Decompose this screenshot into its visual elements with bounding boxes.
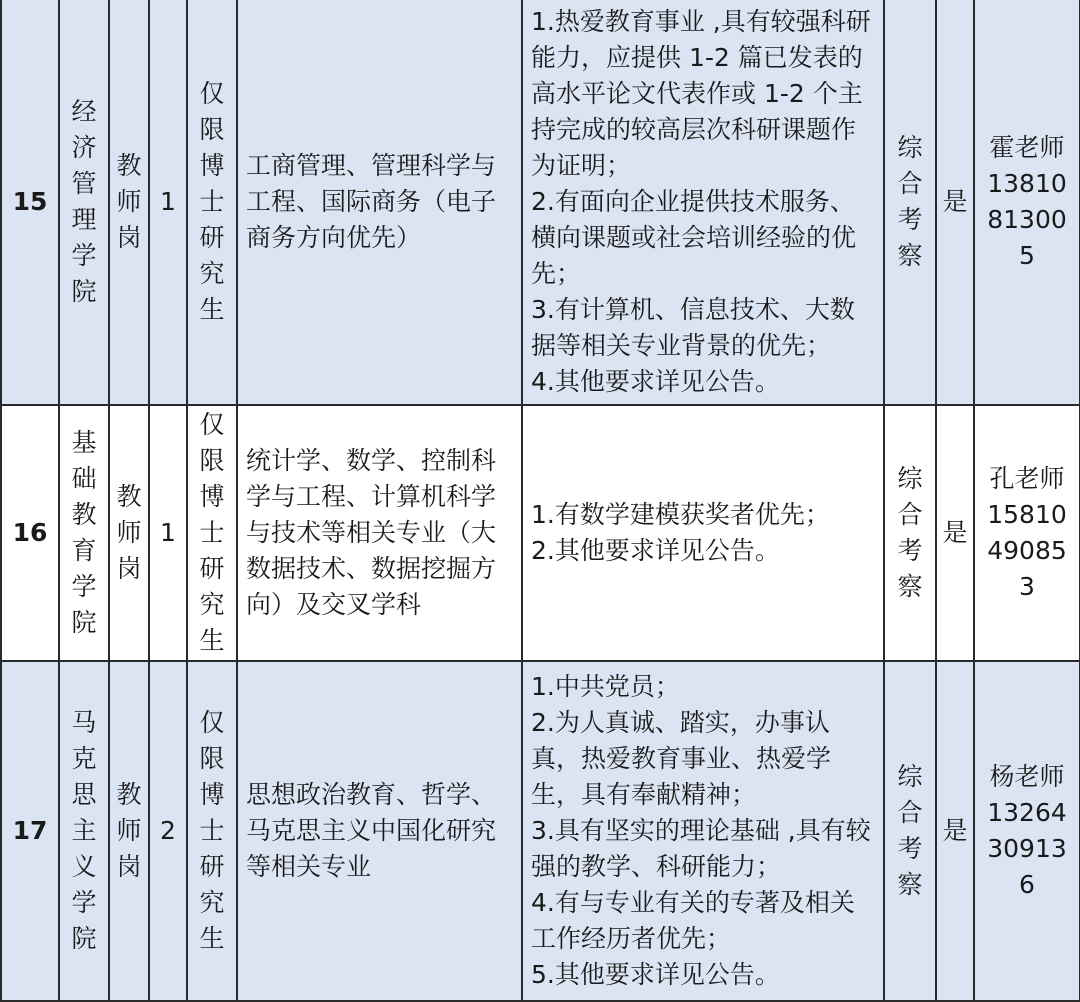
requirement-item: 1.热爱教育事业 ,具有较强科研能力，应提供 1-2 篇已发表的高水平论文代表作或 1-2 个主持完成的较高层次科研课题作为证明； — [531, 7, 871, 180]
headcount-cell: 1 — [149, 0, 187, 405]
row-number: 15 — [1, 0, 59, 405]
contact-phone: 5 — [1019, 241, 1035, 270]
flag-cell: 是 — [936, 405, 974, 661]
flag-cell: 是 — [936, 661, 974, 1001]
requirement-item: 4.有与专业有关的专著及相关工作经历者优先； — [531, 888, 855, 953]
assessment-method-cell: 综合考察 — [884, 0, 936, 405]
requirement-item: 2.有面向企业提供技术服务、横向课题或社会培训经验的优先； — [531, 187, 857, 288]
requirements-cell — [522, 661, 884, 1001]
requirement-item: 5.其他要求详见公告。 — [531, 960, 780, 989]
contact-name: 孔老师 — [989, 464, 1065, 493]
contact-phone: 13810 — [987, 169, 1067, 198]
education-cell: 仅限博士研究生 — [187, 0, 237, 405]
table-row — [1, 661, 1080, 1001]
contact-cell — [974, 0, 1080, 405]
requirements-cell — [522, 405, 884, 661]
contact-phone: 13264 — [987, 798, 1067, 827]
requirement-item: 2.其他要求详见公告。 — [531, 536, 780, 565]
requirement-item: 3.有计算机、信息技术、大数据等相关专业背景的优先； — [531, 295, 855, 360]
contact-phone: 30913 — [987, 834, 1067, 863]
major-cell: 统计学、数学、控制科学与工程、计算机科学与技术等相关专业（大数据技术、数据挖掘方向）及交叉学科 — [237, 405, 522, 661]
position-cell: 教师岗 — [109, 0, 149, 405]
requirement-item: 1.有数学建模获奖者优先； — [531, 500, 830, 529]
contact-phone: 81300 — [987, 205, 1067, 234]
requirement-item: 1.中共党员； — [531, 672, 680, 701]
table-row — [1, 405, 1080, 661]
department-cell: 经济管理学院 — [59, 0, 109, 405]
contact-name: 霍老师 — [989, 133, 1065, 162]
major-cell: 思想政治教育、哲学、马克思主义中国化研究等相关专业 — [237, 661, 522, 1001]
contact-phone: 49085 — [987, 536, 1067, 565]
requirement-item: 2.为人真诚、踏实，办事认真，热爱教育事业、热爱学生，具有奉献精神； — [531, 708, 832, 809]
contact-phone: 6 — [1019, 870, 1035, 899]
row-number: 16 — [1, 405, 59, 661]
contact-phone: 15810 — [987, 500, 1067, 529]
department-cell: 基础教育学院 — [59, 405, 109, 661]
contact-name: 杨老师 — [989, 762, 1065, 791]
assessment-method-cell: 综合考察 — [884, 661, 936, 1001]
contact-cell — [974, 661, 1080, 1001]
contact-cell — [974, 405, 1080, 661]
position-cell: 教师岗 — [109, 405, 149, 661]
row-number: 17 — [1, 661, 59, 1001]
headcount-cell: 1 — [149, 405, 187, 661]
requirement-item: 3.具有坚实的理论基础 ,具有较强的教学、科研能力； — [531, 816, 871, 881]
requirements-cell — [522, 0, 884, 405]
major-cell: 工商管理、管理科学与工程、国际商务（电子商务方向优先） — [237, 0, 522, 405]
contact-phone: 3 — [1019, 572, 1035, 601]
headcount-cell: 2 — [149, 661, 187, 1001]
education-cell: 仅限博士研究生 — [187, 405, 237, 661]
table-row — [1, 0, 1080, 405]
assessment-method-cell: 综合考察 — [884, 405, 936, 661]
education-cell: 仅限博士研究生 — [187, 661, 237, 1001]
department-cell: 马克思主义学院 — [59, 661, 109, 1001]
flag-cell: 是 — [936, 0, 974, 405]
requirement-item: 4.其他要求详见公告。 — [531, 367, 780, 396]
position-cell: 教师岗 — [109, 661, 149, 1001]
